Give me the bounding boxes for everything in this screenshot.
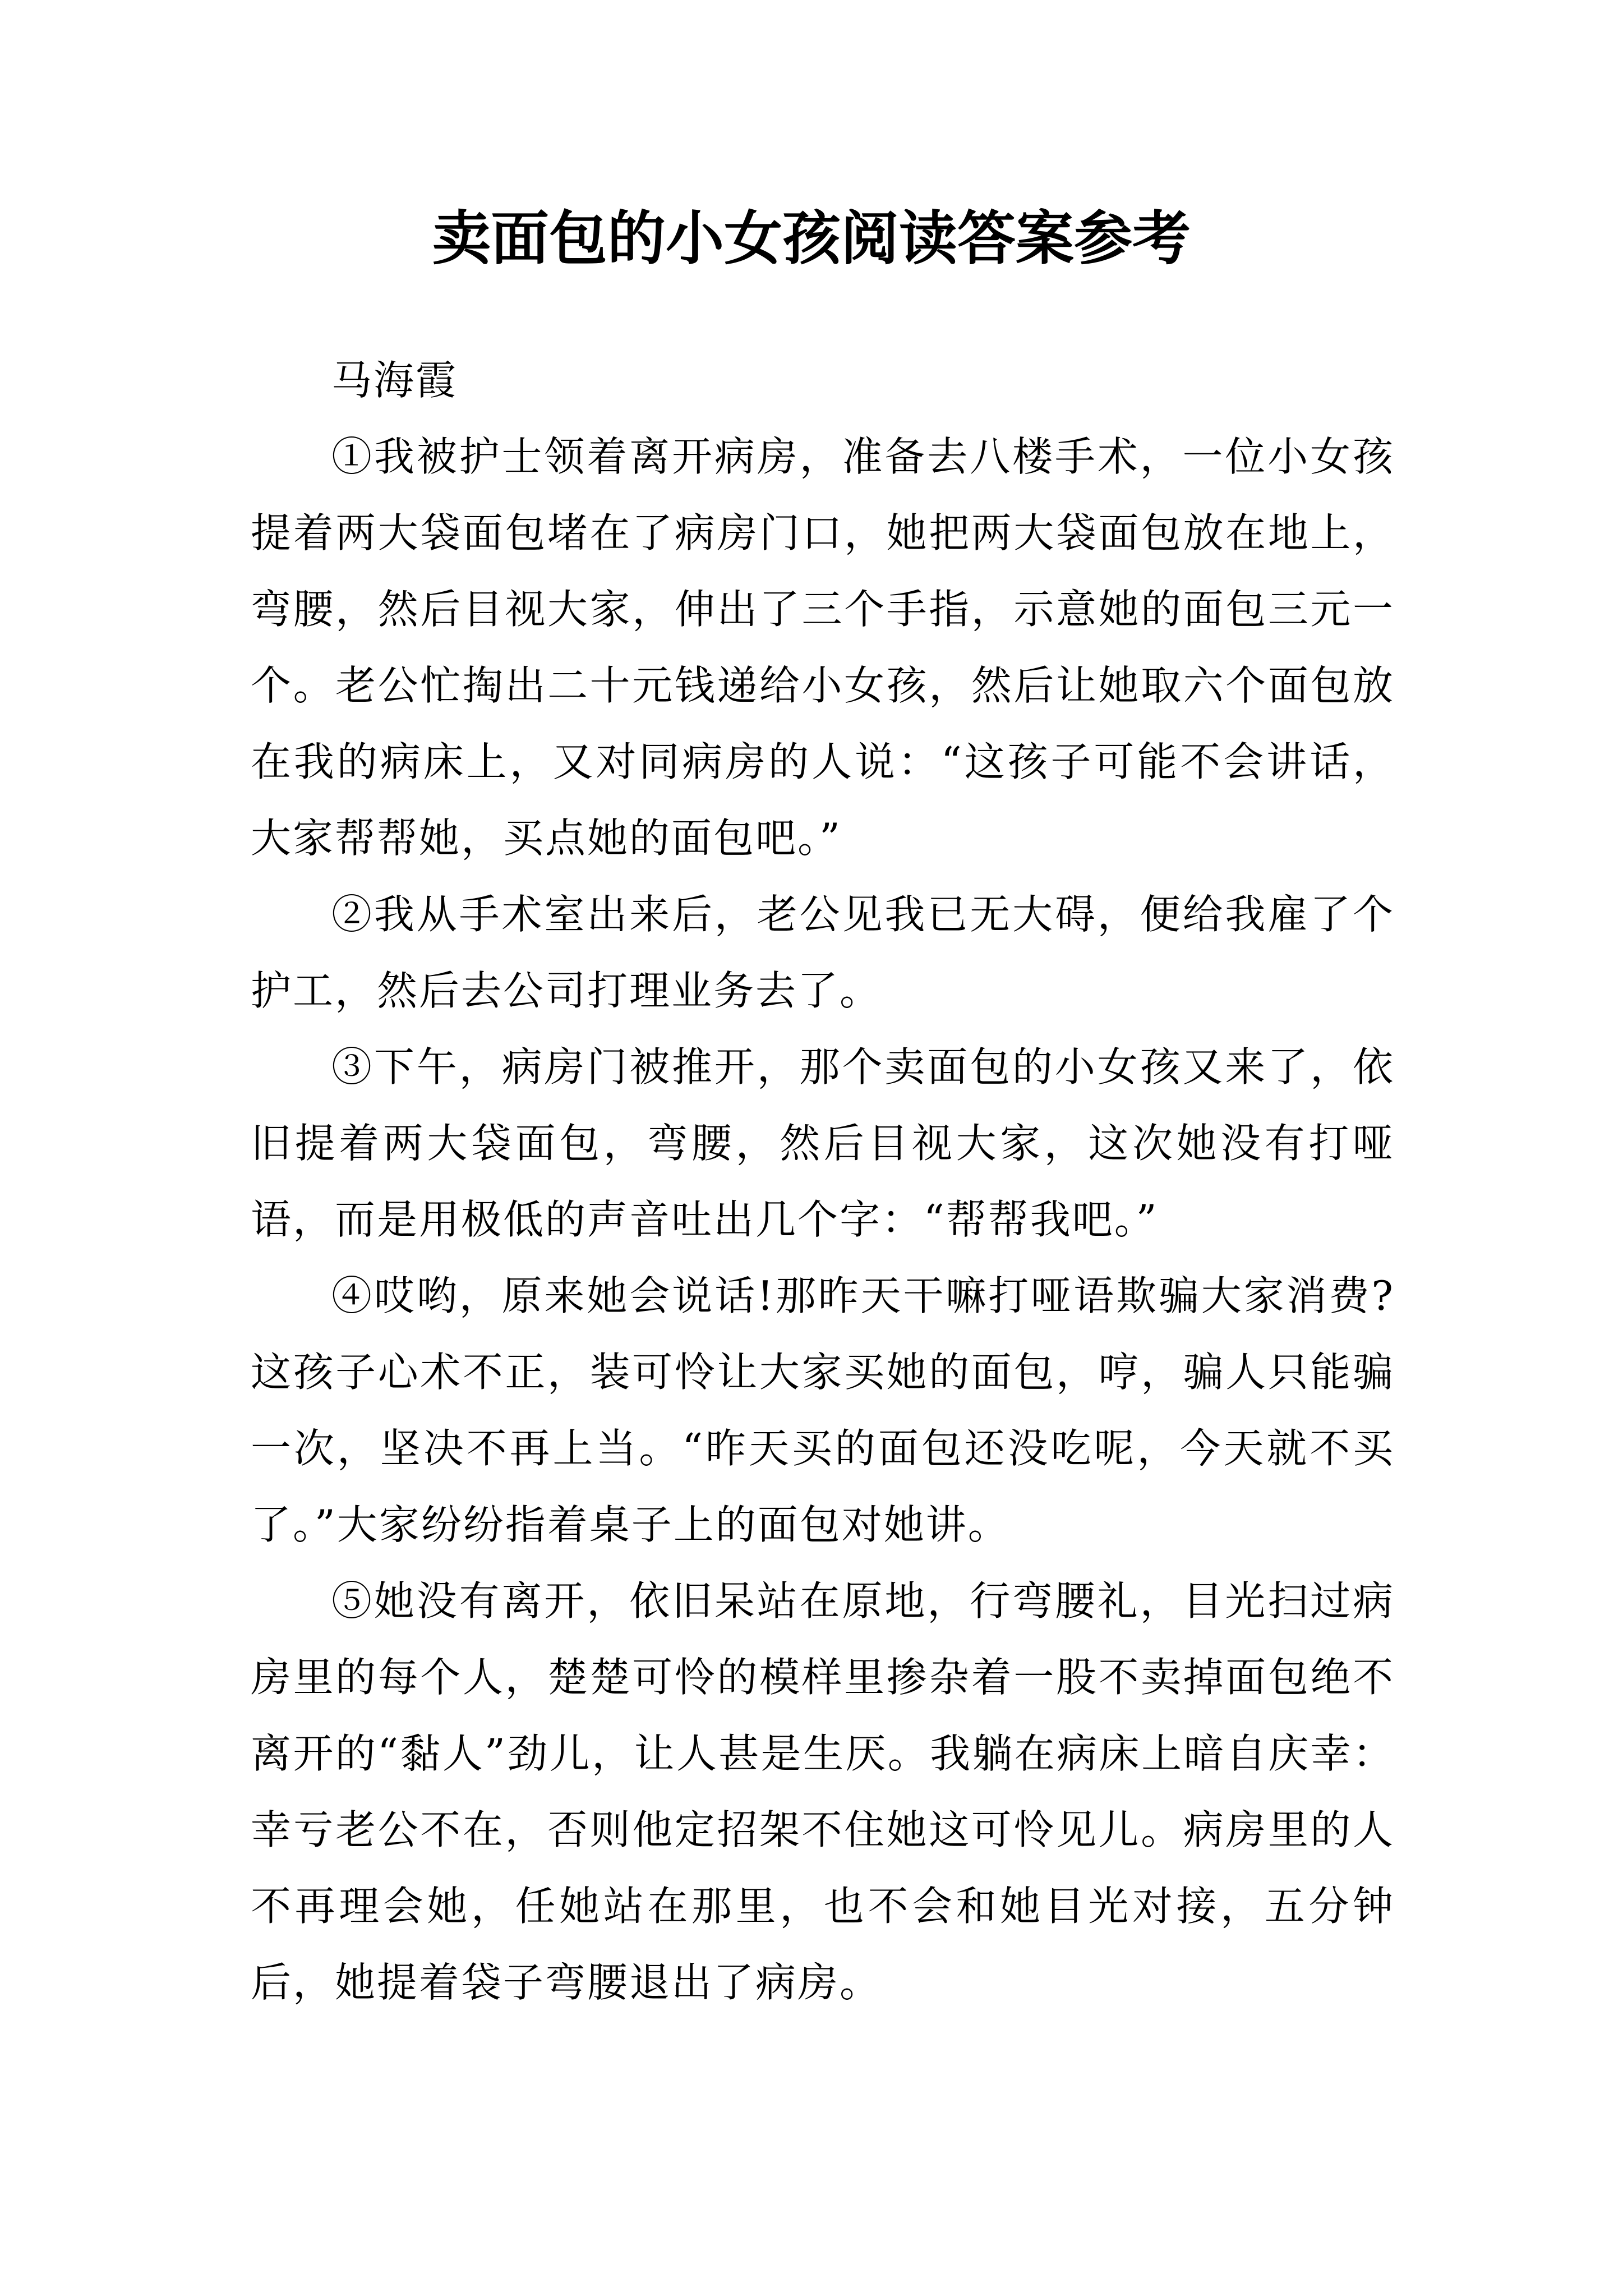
paragraph-3: ③下午，病房门被推开，那个卖面包的小女孩又来了，依旧提着两大袋面包，弯腰，然后目视大家，这次她没有打哑语，而是用极低的声音吐出几个字：“帮帮我吧。” <box>251 1043 1395 1243</box>
document-body <box>251 342 1395 2021</box>
paragraph-1: ①我被护士领着离开病房，准备去八楼手术，一位小女孩提着两大袋面包堵在了病房门口，她把两大袋面包放在地上，弯腰，然后目视大家，伸出了三个手指，示意她的面包三元一个。老公忙掏出二十元钱递给小女孩，然后让她取六个面包放在我的病床上，又对同病房的人说：“这孩子可能不会讲话，大家帮帮她，买点她的面包吧。” <box>251 433 1395 862</box>
paragraph-2: ②我从手术室出来后，老公见我已无大碍，便给我雇了个护工，然后去公司打理业务去了。 <box>251 891 1395 1014</box>
document-title: 卖面包的小女孩阅读答案参考 <box>432 204 1191 273</box>
author-line: 马海霞 <box>331 357 458 404</box>
paragraph-4: ④哎哟，原来她会说话!那昨天干嘛打哑语欺骗大家消费?这孩子心术不正，装可怜让大家买她的面包，哼，骗人只能骗一次，坚决不再上当。“昨天买的面包还没吃呢，今天就不买了。”大家纷纷指着桌子上的面包对她讲。 <box>251 1272 1395 1548</box>
paragraph-5: ⑤她没有离开，依旧呆站在原地，行弯腰礼，目光扫过病房里的每个人，楚楚可怜的模样里掺杂着一股不卖掉面包绝不离开的“黏人”劲儿，让人甚是生厌。我躺在病床上暗自庆幸：幸亏老公不在，否则他定招架不住她这可怜见儿。病房里的人不再理会她，任她站在那里，也不会和她目光对接，五分钟后，她提着袋子弯腰退出了病房。 <box>251 1577 1395 2006</box>
